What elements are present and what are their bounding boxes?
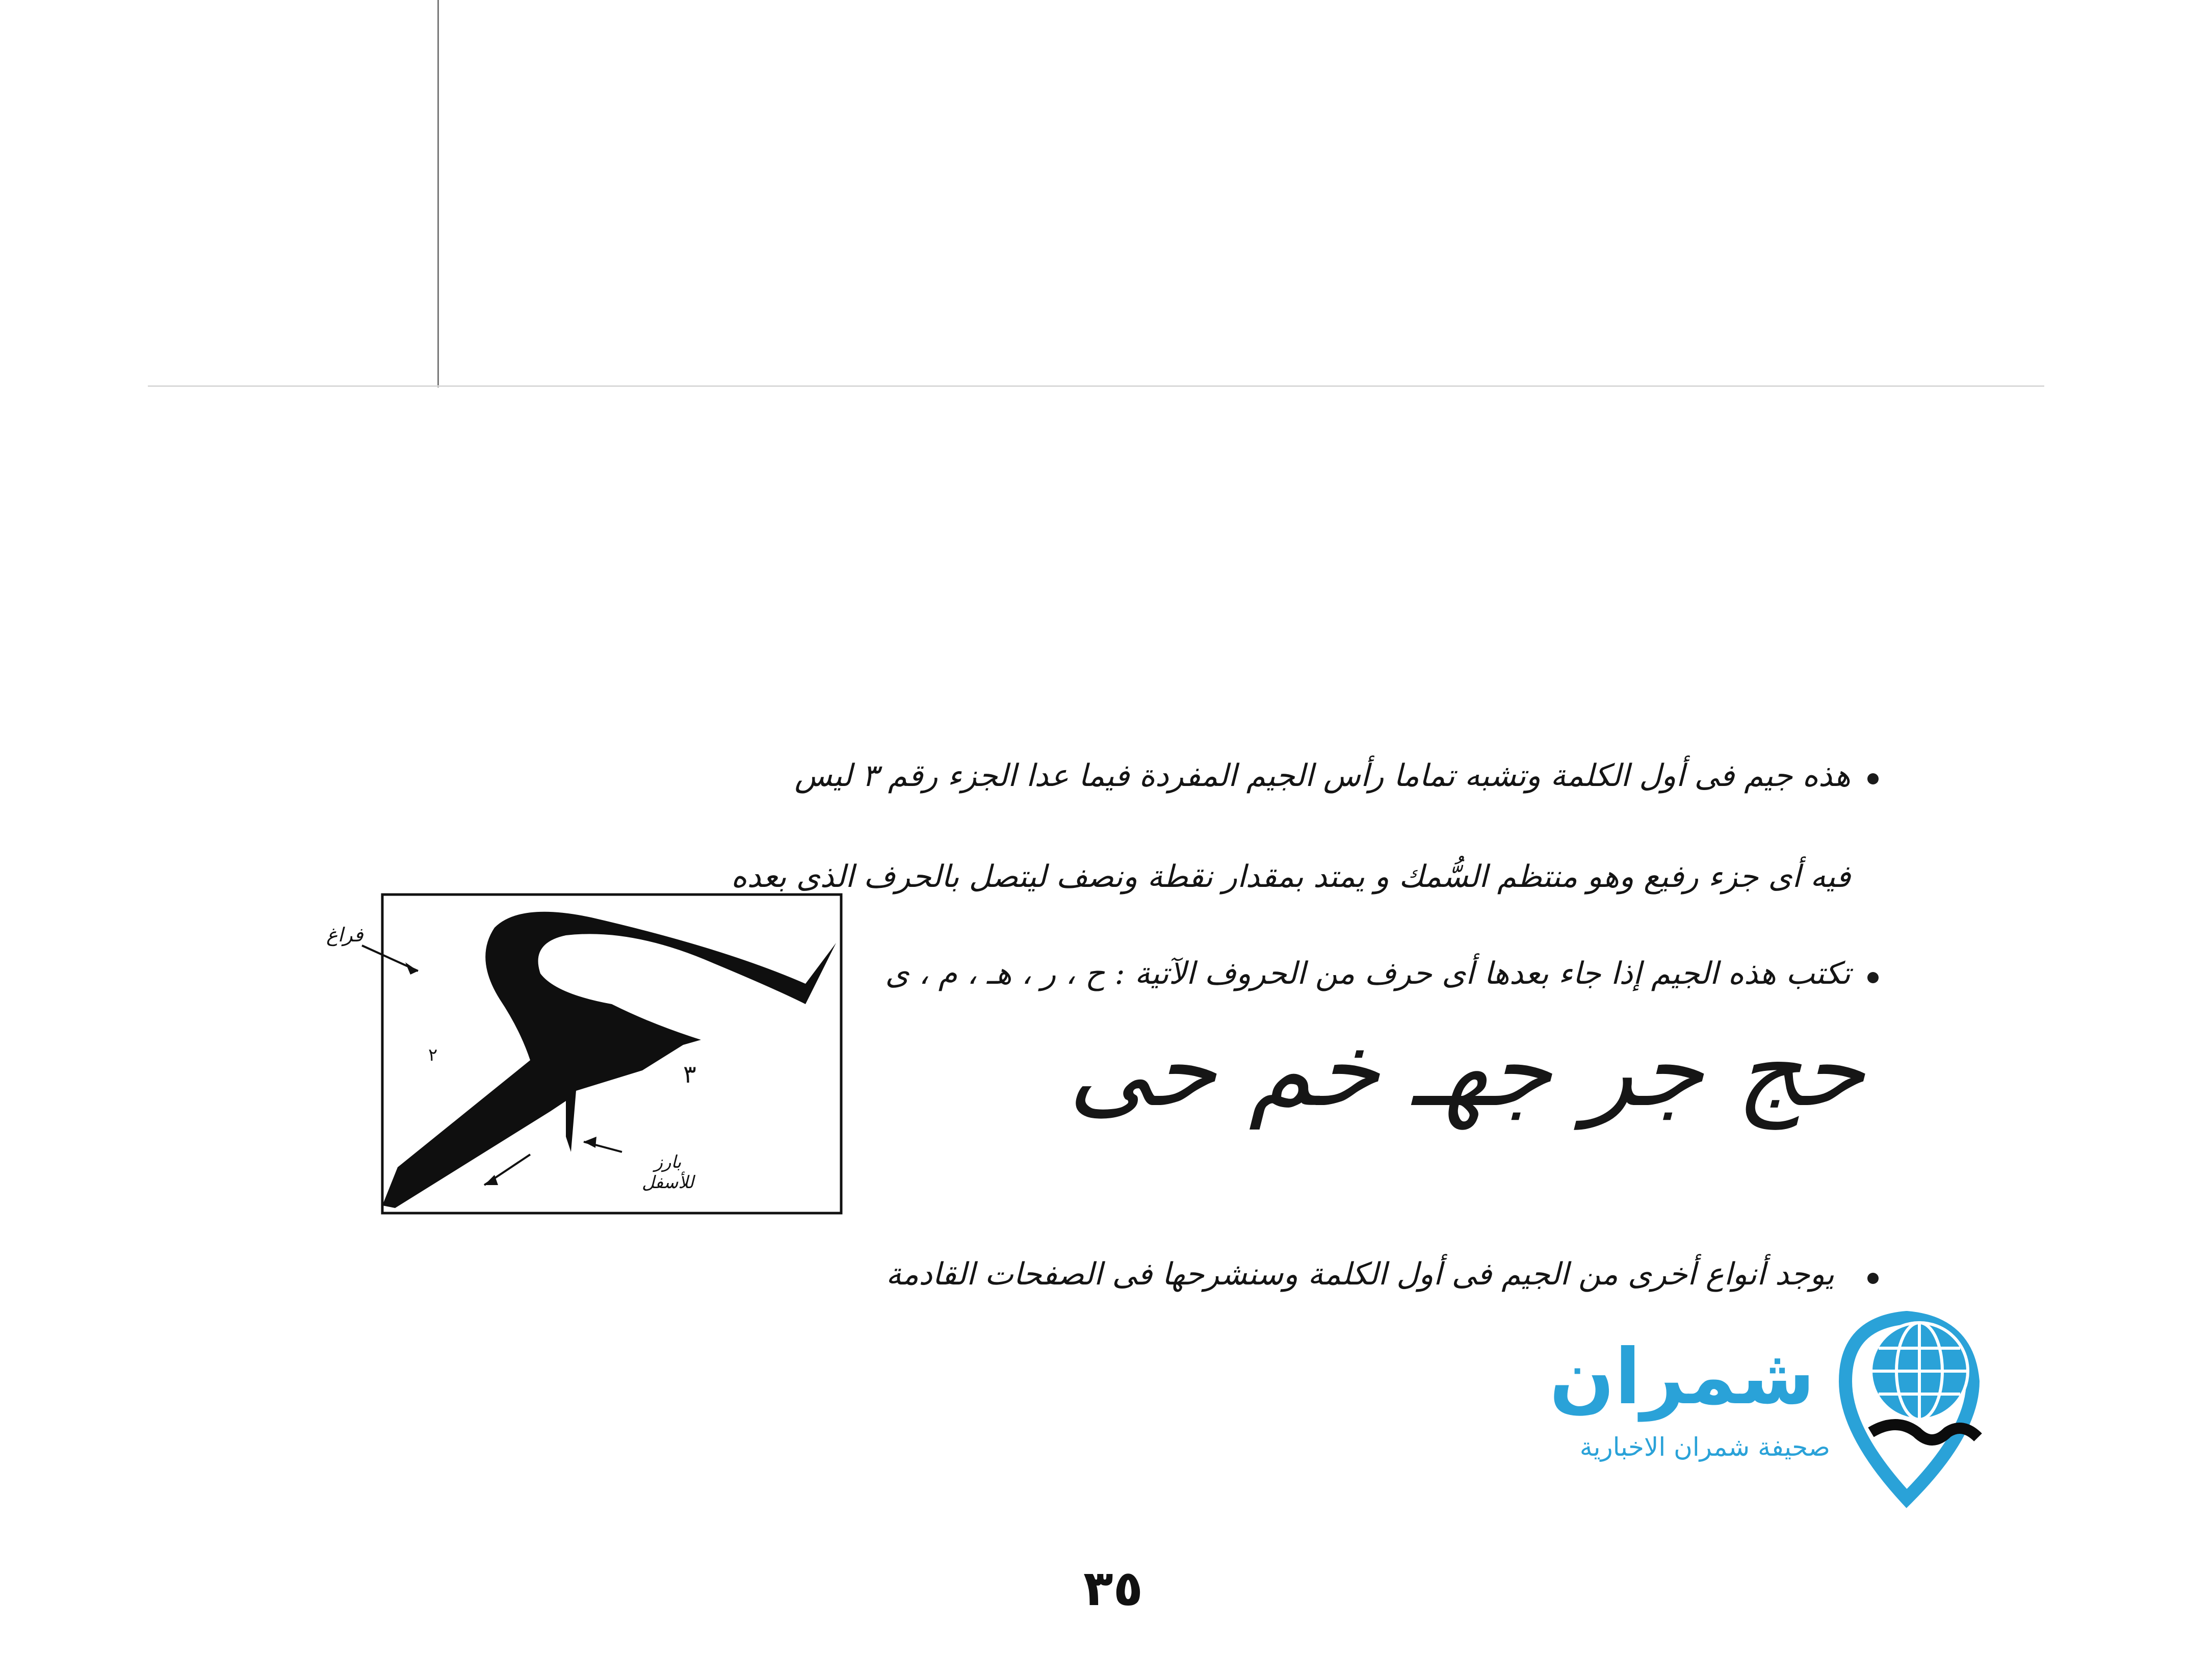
bullet-3 [1867, 1273, 1879, 1284]
paragraph-4: يوجد أنواع أخرى من الجيم فى أول الكلمة وسنشرحها فى الصفحات القادمة [886, 1256, 1834, 1292]
bullet-1 [1867, 773, 1879, 784]
page-fold-line [437, 0, 439, 387]
jeem-letter-figure [326, 887, 849, 1223]
calligraphy-diagram [326, 887, 849, 1223]
shamran-logo [1549, 1305, 1998, 1519]
handwritten-examples: حج جر جهـ خم حى [1068, 1011, 1865, 1130]
label-space: فراغ [326, 924, 363, 946]
logo-subtitle: صحيفة شمران الاخبارية [1579, 1432, 1830, 1462]
bullet-2 [1867, 972, 1879, 983]
paragraph-2: فيه أى جزء رفيع وهو منتظم السُّمك و يمتد بمقدار نقطة ونصف ليتصل بالحرف الذى بعده [731, 859, 1851, 895]
page-number: ٣٥ [1083, 1560, 1143, 1617]
label-protrude: بارز للأسفل [641, 1152, 694, 1193]
part-number-3: ٣ [683, 1060, 696, 1089]
paragraph-3: تكتب هذه الجيم إذا جاء بعدها أى حرف من الحروف الآتية : ح ، ر ، هـ ، م ، ى [885, 956, 1851, 991]
globe-pin-icon [1825, 1305, 1993, 1509]
page-edge-line [148, 385, 2044, 387]
part-number-2: ٢ [428, 1045, 438, 1065]
logo-name: شمران [1549, 1333, 1815, 1422]
paragraph-1: هذه جيم فى أول الكلمة وتشبه تماما رأس الجيم المفردة فيما عدا الجزء رقم ٣ ليس [794, 758, 1851, 794]
